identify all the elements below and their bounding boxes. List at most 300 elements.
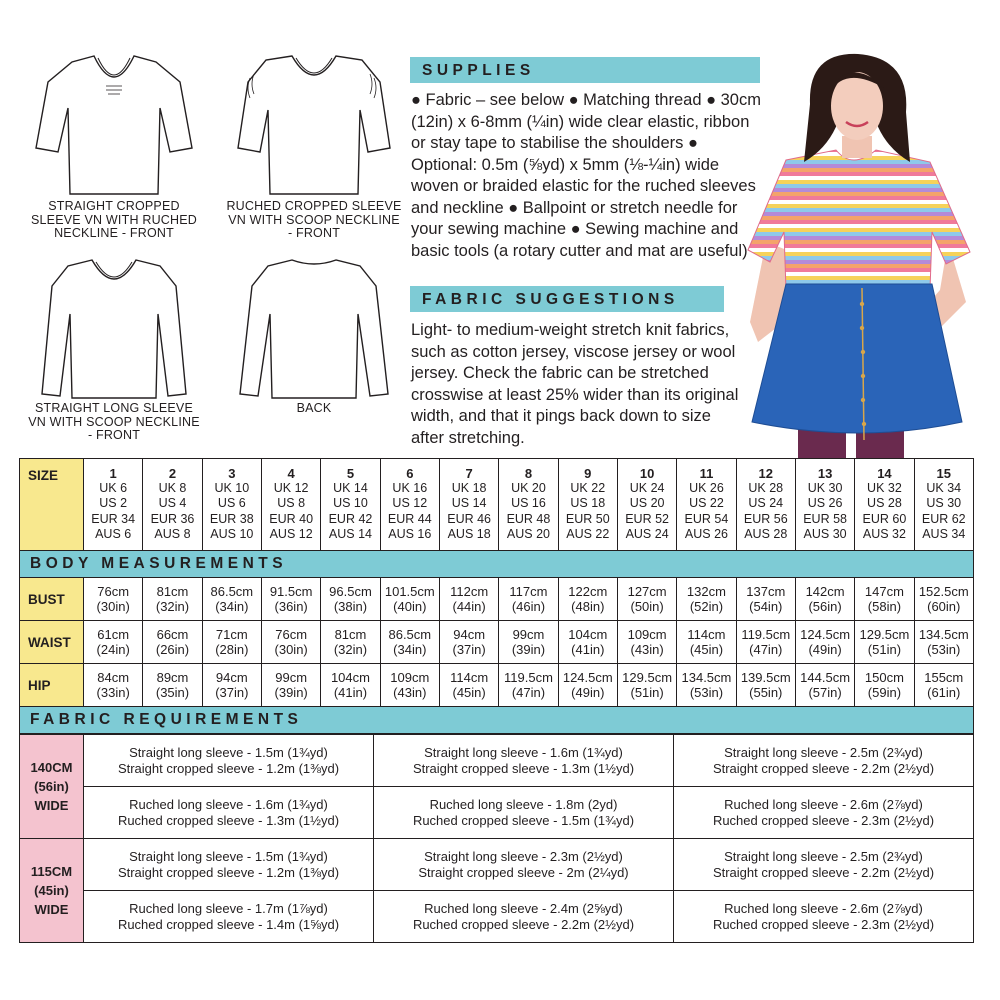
measurement-cell (380, 578, 439, 621)
size-uk: UK 14 (333, 481, 368, 496)
fabric-requirement-line: Straight long sleeve - 2.5m (2¾yd) (724, 744, 923, 760)
measurement-cm: 89cm (156, 670, 189, 685)
fabric-requirement-line: Ruched long sleeve - 1.7m (1⅞yd) (129, 900, 328, 916)
measurement-cm: 114cm (450, 670, 489, 685)
fabric-suggestions-heading: FABRIC SUGGESTIONS (410, 286, 724, 312)
measurement-cell (795, 664, 854, 707)
size-cell (202, 459, 261, 551)
fabric-requirement-line: Straight long sleeve - 1.6m (1¾yd) (424, 744, 623, 760)
measurement-in: (52in) (689, 599, 724, 614)
size-eur: EUR 52 (625, 511, 669, 526)
fabric-requirement-line: Ruched cropped sleeve - 1.3m (1½yd) (117, 812, 340, 828)
size-uk: UK 24 (629, 481, 665, 496)
measurement-cell (855, 621, 914, 664)
size-chart (19, 458, 973, 943)
size-aus: AUS 22 (566, 526, 610, 541)
measurement-in: (35in) (155, 685, 190, 700)
measurement-in: (32in) (333, 642, 368, 657)
size-eur: EUR 42 (328, 511, 373, 526)
measurement-cm: 96.5cm (329, 584, 372, 599)
size-n: 8 (524, 466, 533, 481)
measurement-in: (61in) (927, 685, 961, 700)
measurement-cm: 129.5cm (622, 670, 673, 685)
measurement-cell (84, 621, 143, 664)
size-eur: EUR 36 (150, 511, 195, 526)
measurement-cell (677, 664, 736, 707)
size-aus: AUS 14 (328, 526, 373, 541)
fabric-table (19, 734, 974, 943)
size-n: 11 (699, 466, 714, 481)
measurement-cm: 155cm (924, 670, 964, 685)
size-us: US 16 (511, 496, 546, 511)
measurement-in: (54in) (749, 599, 783, 614)
garment-caption: STRAIGHT CROPPED SLEEVE VN WITH RUCHED NECKLINE - FRONT (30, 199, 198, 240)
size-uk: UK 8 (158, 481, 187, 496)
measurement-cm: 109cm (627, 627, 667, 642)
measurement-cell (202, 664, 261, 707)
size-us: US 14 (451, 496, 487, 511)
measurement-cm: 66cm (156, 627, 189, 642)
size-aus: AUS 16 (388, 526, 432, 541)
measurement-in: (36in) (274, 599, 308, 614)
fabric-requirement-line: Straight long sleeve - 2.3m (2½yd) (424, 848, 623, 864)
tee-cropped-vneck-icon (26, 48, 202, 198)
measurement-cell (677, 578, 736, 621)
measurement-in: (38in) (333, 599, 368, 614)
size-us: US 8 (277, 496, 306, 511)
measurement-cell (321, 664, 380, 707)
measurement-cell (736, 621, 795, 664)
size-table (19, 458, 974, 734)
measurement-in: (47in) (511, 685, 546, 700)
size-cell (736, 459, 795, 551)
fabric-requirement-line: Ruched long sleeve - 2.6m (2⅞yd) (724, 900, 923, 916)
size-eur: EUR 50 (565, 511, 610, 526)
fabric-requirement-cell (674, 891, 974, 943)
measurement-cell (617, 578, 676, 621)
measurement-cell (439, 578, 498, 621)
size-cell (617, 459, 676, 551)
fabric-requirement-line: Straight cropped sleeve - 1.2m (1⅜yd) (117, 864, 340, 880)
measurement-cell (914, 664, 973, 707)
size-cell (499, 459, 558, 551)
fabric-requirement-line: Ruched long sleeve - 1.8m (2yd) (429, 796, 618, 812)
fabric-requirement-cell (674, 735, 974, 787)
measurement-cm: 152.5cm (918, 584, 969, 599)
measurement-in: (33in) (96, 685, 130, 700)
measurement-in: (45in) (689, 642, 724, 657)
measurement-cell (855, 664, 914, 707)
measurement-in: (58in) (867, 599, 902, 614)
measurement-label: HIP (20, 664, 84, 707)
measurement-in: (26in) (155, 642, 190, 657)
fabric-requirement-line: Straight long sleeve - 2.5m (2¾yd) (724, 848, 923, 864)
size-n: 6 (406, 466, 414, 481)
garment-caption: STRAIGHT LONG SLEEVE VN WITH SCOOP NECKLINE - FRONT (28, 401, 200, 442)
measurement-cm: 99cm (512, 627, 545, 642)
size-uk: UK 18 (451, 481, 487, 496)
measurement-cm: 94cm (453, 627, 486, 642)
measurement-cell (202, 578, 261, 621)
size-eur: EUR 54 (684, 511, 729, 526)
size-cell (855, 459, 914, 551)
measurement-cell (558, 621, 617, 664)
measurement-cell (321, 621, 380, 664)
measurement-in: (48in) (571, 599, 605, 614)
hip-row (20, 664, 974, 707)
garment-caption: BACK (296, 401, 332, 415)
fabric-requirement-line: Ruched cropped sleeve - 2.2m (2½yd) (412, 916, 635, 932)
size-uk: UK 6 (99, 481, 128, 496)
size-eur: EUR 34 (91, 511, 136, 526)
size-cell (261, 459, 320, 551)
measurement-cm: 86.5cm (388, 627, 432, 642)
fabric-requirement-cell (674, 787, 974, 839)
size-cell (677, 459, 736, 551)
measurement-in: (46in) (511, 599, 546, 614)
size-us: US 10 (333, 496, 368, 511)
measurement-cm: 71cm (215, 627, 248, 642)
measurement-in: (40in) (393, 599, 427, 614)
fabric-requirement-cell (84, 735, 374, 787)
measurement-cm: 139.5cm (740, 670, 791, 685)
size-us: US 24 (748, 496, 784, 511)
measurement-cm: 81cm (334, 627, 367, 642)
size-n: 14 (877, 466, 892, 481)
size-us: US 6 (217, 496, 246, 511)
fabric-row (20, 787, 974, 839)
measurement-cm: 134.5cm (681, 670, 732, 685)
measurement-in: (37in) (452, 642, 486, 657)
measurement-in: (47in) (749, 642, 783, 657)
measurement-cell (143, 578, 202, 621)
fabric-requirement-line: Ruched long sleeve - 2.4m (2⅝yd) (424, 900, 623, 916)
tee-ruched-scoop-icon (226, 48, 402, 198)
measurement-cell (617, 664, 676, 707)
size-n: 9 (584, 466, 592, 481)
measurement-cell (143, 621, 202, 664)
size-us: US 22 (689, 496, 724, 511)
measurement-cm: 119.5cm (504, 670, 553, 685)
size-n: 4 (287, 466, 295, 481)
size-aus: AUS 30 (803, 526, 847, 541)
measurement-cell (558, 664, 617, 707)
size-eur: EUR 44 (387, 511, 432, 526)
size-us: US 20 (629, 496, 665, 511)
fabric-width-line: (56in) (34, 779, 69, 794)
measurement-cm: 124.5cm (800, 627, 851, 642)
measurement-in: (41in) (571, 642, 605, 657)
size-n: 13 (817, 466, 833, 481)
supplies-text (411, 90, 763, 262)
size-uk: UK 28 (748, 481, 784, 496)
size-uk: UK 34 (926, 481, 962, 496)
measurement-cm: 104cm (330, 670, 370, 685)
measurement-cell (439, 621, 498, 664)
measurement-cm: 119.5cm (741, 627, 791, 642)
measurement-in: (60in) (927, 599, 961, 614)
measurement-cell (677, 621, 736, 664)
size-uk: UK 20 (511, 481, 546, 496)
measurement-cell (795, 621, 854, 664)
size-aus: AUS 6 (95, 526, 132, 541)
measurement-in: (34in) (393, 642, 427, 657)
size-aus: AUS 18 (447, 526, 491, 541)
fabric-row (20, 839, 974, 891)
garment-ruched-cropped-scoop (226, 48, 402, 243)
measurement-cm: 117cm (509, 584, 548, 599)
measurement-cell (261, 664, 320, 707)
size-cell (380, 459, 439, 551)
model-photo (726, 52, 988, 458)
size-cell (143, 459, 202, 551)
measurement-in: (53in) (927, 642, 961, 657)
measurement-cm: 144.5cm (800, 670, 851, 685)
measurement-cm: 124.5cm (562, 670, 613, 685)
measurement-cm: 129.5cm (859, 627, 910, 642)
measurement-cm: 134.5cm (918, 627, 969, 642)
measurement-cell (380, 621, 439, 664)
garment-caption: RUCHED CROPPED SLEEVE VN WITH SCOOP NECKLINE - FRONT (226, 199, 402, 240)
measurement-cell (143, 664, 202, 707)
size-aus: AUS 8 (154, 526, 191, 541)
size-n: 10 (639, 466, 655, 481)
measurement-cell (558, 578, 617, 621)
fabric-row (20, 735, 974, 787)
fabric-requirement-cell (84, 839, 374, 891)
size-eur: EUR 46 (447, 511, 492, 526)
measurement-in: (56in) (808, 599, 842, 614)
size-eur: EUR 38 (209, 511, 254, 526)
garment-back (226, 254, 402, 444)
measurement-cell (914, 621, 973, 664)
measurement-cm: 94cm (215, 670, 248, 685)
size-uk: UK 26 (689, 481, 724, 496)
measurement-in: (44in) (452, 599, 486, 614)
size-us: US 26 (807, 496, 843, 511)
size-aus: AUS 28 (744, 526, 788, 541)
measurement-in: (51in) (630, 685, 664, 700)
measurement-in: (59in) (867, 685, 902, 700)
size-us: US 2 (99, 496, 128, 511)
measurement-cell (321, 578, 380, 621)
fabric-requirement-cell (674, 839, 974, 891)
measurement-cm: 142cm (805, 584, 845, 599)
size-us: US 12 (392, 496, 428, 511)
fabric-row (20, 891, 974, 943)
fabric-requirement-cell (374, 891, 674, 943)
measurement-cm: 81cm (156, 584, 189, 599)
measurement-cell (202, 621, 261, 664)
size-uk: UK 10 (214, 481, 250, 496)
fabric-requirement-line: Straight cropped sleeve - 1.2m (1⅜yd) (117, 760, 340, 776)
size-n: 15 (936, 466, 951, 481)
measurement-cell (499, 621, 558, 664)
measurement-cell (439, 664, 498, 707)
measurement-cm: 76cm (97, 584, 130, 599)
measurement-cell (855, 578, 914, 621)
size-aus: AUS 34 (922, 526, 966, 541)
size-uk: UK 30 (807, 481, 843, 496)
size-uk: UK 32 (867, 481, 902, 496)
measurement-cell (499, 664, 558, 707)
measurement-cm: 112cm (450, 584, 489, 599)
measurement-cell (261, 578, 320, 621)
fabric-suggestions-paragraph: Light- to medium-weight stretch knit fabrics, such as cotton jersey, viscose jersey or wool jersey. Check the fabric can be stretched crosswise at least 25% wider than its original width, and that it pings back down to size after stretching. (411, 321, 739, 447)
measurement-cell (380, 664, 439, 707)
measurement-in: (49in) (571, 685, 605, 700)
size-cell (439, 459, 498, 551)
measurement-cell (617, 621, 676, 664)
measurement-cm: 114cm (687, 627, 726, 642)
fabric-requirement-line: Straight long sleeve - 1.5m (1¾yd) (129, 744, 328, 760)
fabric-requirement-line: Straight cropped sleeve - 2.2m (2½yd) (712, 760, 935, 776)
measurement-cell (914, 578, 973, 621)
size-us: US 28 (867, 496, 902, 511)
fabric-requirement-line: Ruched long sleeve - 2.6m (2⅞yd) (724, 796, 923, 812)
size-aus: AUS 20 (506, 526, 550, 541)
measurement-in: (39in) (274, 685, 308, 700)
fabric-width-line: 115CM (30, 864, 73, 879)
garment-straight-long-scoop (26, 254, 202, 444)
measurement-in: (49in) (808, 642, 842, 657)
measurement-in: (39in) (511, 642, 546, 657)
fabric-width-line: (45in) (34, 883, 69, 898)
size-eur: EUR 60 (862, 511, 907, 526)
size-uk: UK 12 (273, 481, 309, 496)
size-aus: AUS 10 (210, 526, 254, 541)
size-cell (795, 459, 854, 551)
fabric-requirement-cell (374, 839, 674, 891)
size-n: 7 (465, 466, 473, 481)
measurement-in: (28in) (215, 642, 249, 657)
size-eur: EUR 40 (269, 511, 314, 526)
size-row (20, 459, 974, 551)
size-aus: AUS 32 (862, 526, 906, 541)
fabric-requirements-heading: FABRIC REQUIREMENTS (20, 707, 974, 734)
fabric-requirement-cell (374, 735, 674, 787)
measurement-cell (84, 664, 143, 707)
size-uk: UK 16 (392, 481, 428, 496)
measurement-cell (261, 621, 320, 664)
fabric-requirement-line: Ruched cropped sleeve - 2.3m (2½yd) (712, 812, 935, 828)
fabric-requirement-line: Straight cropped sleeve - 2m (2¼yd) (418, 864, 629, 880)
measurement-cm: 132cm (686, 584, 726, 599)
size-eur: EUR 48 (506, 511, 551, 526)
fabric-requirement-line: Straight cropped sleeve - 1.3m (1½yd) (412, 760, 635, 776)
measurement-cell (499, 578, 558, 621)
measurement-in: (30in) (96, 599, 130, 614)
size-n: 12 (758, 466, 773, 481)
measurement-cm: 101.5cm (384, 584, 435, 599)
measurement-cm: 109cm (390, 670, 430, 685)
measurement-in: (41in) (333, 685, 368, 700)
size-uk: UK 22 (570, 481, 606, 496)
measurement-label: WAIST (20, 621, 84, 664)
fabric-width-line: WIDE (34, 798, 69, 813)
measurement-in: (34in) (215, 599, 249, 614)
measurement-in: (24in) (96, 642, 130, 657)
fabric-requirement-cell (374, 787, 674, 839)
measurement-cm: 150cm (864, 670, 904, 685)
fabric-requirement-cell (84, 891, 374, 943)
measurement-in: (32in) (155, 599, 190, 614)
size-aus: AUS 26 (684, 526, 728, 541)
size-aus: AUS 12 (269, 526, 313, 541)
measurement-cell (795, 578, 854, 621)
fabric-suggestions-text (411, 320, 741, 449)
fabric-requirement-line: Straight cropped sleeve - 2.2m (2½yd) (712, 864, 935, 880)
measurement-cell (736, 664, 795, 707)
bust-row (20, 578, 974, 621)
measurement-cell (736, 578, 795, 621)
supplies-heading: SUPPLIES (410, 57, 760, 83)
size-us: US 30 (926, 496, 962, 511)
size-n: 1 (109, 466, 117, 481)
measurement-cm: 137cm (746, 584, 786, 599)
measurement-cell (84, 578, 143, 621)
measurement-cm: 91.5cm (269, 584, 313, 599)
fabric-requirement-line: Straight long sleeve - 1.5m (1¾yd) (129, 848, 328, 864)
size-n: 5 (346, 466, 355, 481)
measurement-cm: 104cm (568, 627, 608, 642)
fabric-requirements-band (20, 707, 974, 734)
body-measurements-heading: BODY MEASUREMENTS (20, 551, 974, 578)
garment-straight-cropped-ruched (26, 48, 202, 243)
size-cell (914, 459, 973, 551)
size-us: US 4 (158, 496, 187, 511)
measurement-cm: 147cm (864, 584, 904, 599)
measurement-cm: 76cm (275, 627, 308, 642)
size-us: US 18 (570, 496, 606, 511)
measurement-cm: 86.5cm (210, 584, 254, 599)
measurement-cm: 122cm (568, 584, 608, 599)
tee-long-sleeve-icon (26, 254, 202, 402)
measurement-cm: 61cm (97, 627, 130, 642)
size-cell (558, 459, 617, 551)
size-cell (321, 459, 380, 551)
fabric-width-label (20, 735, 84, 839)
measurement-in: (51in) (867, 642, 902, 657)
measurement-in: (30in) (274, 642, 308, 657)
supplies-list: ● Fabric – see below ● Matching thread ● 30cm (12in) x 6-8mm (¼in) wide clear elastic, ribbon or stay tape to stabilise the shoulders ● Optional: 0.5m (⅝yd) x 5mm (⅛-¼in) wide woven or braided elastic for the ruched sleeves and neckline ● Ballpoint or stretch needle for your sewing machine ● Sewing machine and basic tools (a rotary cutter and mat are useful) (411, 91, 761, 260)
fabric-width-label (20, 839, 84, 943)
measurement-in: (43in) (393, 685, 427, 700)
fabric-requirement-line: Ruched cropped sleeve - 2.3m (2½yd) (712, 916, 935, 932)
measurement-in: (55in) (749, 685, 783, 700)
fabric-requirement-line: Ruched cropped sleeve - 1.4m (1⅝yd) (117, 916, 340, 932)
measurement-in: (43in) (630, 642, 664, 657)
size-label: SIZE (20, 459, 84, 551)
size-cell (84, 459, 143, 551)
measurement-in: (37in) (215, 685, 249, 700)
size-n: 2 (168, 466, 177, 481)
fabric-width-line: 140CM (30, 760, 73, 775)
fabric-requirement-cell (84, 787, 374, 839)
measurement-in: (50in) (630, 599, 664, 614)
waist-row (20, 621, 974, 664)
tee-back-icon (226, 254, 402, 402)
measurement-in: (45in) (452, 685, 486, 700)
size-aus: AUS 24 (625, 526, 669, 541)
size-n: 3 (228, 466, 236, 481)
measurement-label: BUST (20, 578, 84, 621)
measurement-in: (57in) (808, 685, 842, 700)
size-eur: EUR 56 (743, 511, 788, 526)
body-measurements-band (20, 551, 974, 578)
measurement-cm: 127cm (627, 584, 667, 599)
size-eur: EUR 62 (921, 511, 966, 526)
